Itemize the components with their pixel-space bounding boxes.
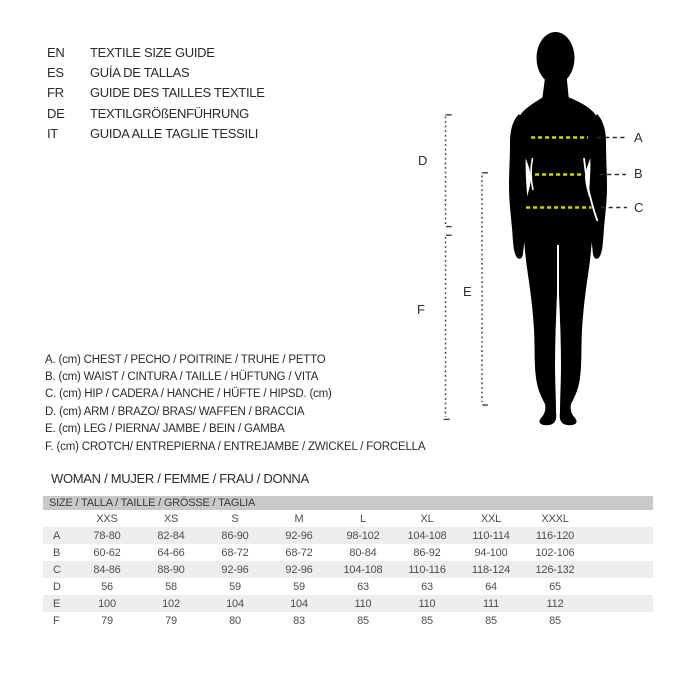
language-code: ES: [47, 64, 64, 80]
size-value-cell: 64-66: [157, 546, 185, 559]
size-value-cell: 94-100: [474, 546, 508, 559]
table-row: [43, 612, 653, 629]
size-value-cell: 92-96: [285, 529, 313, 542]
title-block: [47, 42, 265, 143]
size-value-cell: 118-124: [471, 563, 511, 576]
title-row: [47, 103, 265, 123]
table-row: [43, 527, 653, 544]
size-value-cell: 85: [357, 614, 369, 627]
size-value-cell: 111: [482, 597, 500, 610]
measure-label-arm: D: [418, 153, 428, 168]
title-text: TEXTILE SIZE GUIDE: [90, 44, 215, 60]
title-text: GUIDA ALLE TAGLIE TESSILI: [90, 125, 259, 141]
measurement-legend: [45, 351, 425, 455]
measure-label-crotch: F: [417, 302, 425, 317]
size-value-cell: 126-132: [535, 563, 575, 576]
measure-label-waist: B: [634, 166, 643, 181]
size-value-cell: 116-120: [535, 529, 575, 542]
size-value-cell: 58: [165, 580, 177, 593]
title-row: [47, 62, 265, 82]
size-value-cell: 64: [485, 580, 497, 593]
legend-item: B. (cm) WAIST / CINTURA / TAILLE / HÜFTUNG / VITA: [45, 371, 319, 384]
legend-item: C. (cm) HIP / CADERA / HANCHE / HÜFTE / HIPSD. (cm): [45, 388, 332, 401]
size-value-cell: 86-90: [221, 529, 249, 542]
measure-label-chest: A: [634, 130, 643, 145]
size-value-cell: 104-108: [343, 563, 383, 576]
size-value-cell: 110-116: [408, 563, 446, 576]
size-value-cell: 56: [101, 580, 113, 593]
size-table: [43, 496, 653, 629]
woman-silhouette: [509, 32, 607, 425]
size-value-cell: 68-72: [221, 546, 249, 559]
woman-silhouette-figure: [405, 25, 660, 430]
size-value-cell: 110: [354, 597, 372, 610]
size-value-cell: 98-102: [346, 529, 380, 542]
language-code: FR: [47, 85, 64, 101]
row-label: B: [53, 546, 61, 559]
size-value-cell: 86-92: [413, 546, 441, 559]
title-text: TEXTILGRÖßENFÜHRUNG: [90, 105, 249, 121]
size-value-cell: 68-72: [285, 546, 313, 559]
table-row: [43, 544, 653, 561]
title-row: [47, 42, 265, 62]
size-value-cell: 104: [226, 597, 244, 610]
size-column-header: XS: [163, 512, 179, 525]
row-label: C: [53, 563, 61, 576]
gender-line: WOMAN / MUJER / FEMME / FRAU / DONNA: [51, 471, 309, 486]
size-value-cell: 59: [229, 580, 241, 593]
size-value-cell: 88-90: [157, 563, 185, 576]
size-value-cell: 59: [293, 580, 305, 593]
size-value-cell: 110: [418, 597, 436, 610]
measure-label-hip: C: [634, 200, 644, 215]
row-label: E: [53, 597, 61, 610]
size-column-headers: [43, 510, 653, 527]
size-table-header: SIZE / TALLA / TAILLE / GRÖSSE / TAGLIA: [43, 496, 653, 510]
size-value-cell: 82-84: [157, 529, 185, 542]
size-value-cell: 85: [485, 614, 497, 627]
legend-item: D. (cm) ARM / BRAZO/ BRAS/ WAFFEN / BRACCIA: [45, 405, 305, 418]
size-column-header: XXS: [96, 512, 118, 525]
size-value-cell: 102: [162, 597, 180, 610]
size-table-body: [43, 527, 653, 629]
row-label: D: [53, 580, 61, 593]
title-text: GUÍA DE TALLAS: [90, 64, 190, 80]
size-value-cell: 78-80: [93, 529, 121, 542]
size-value-cell: 79: [165, 614, 177, 627]
size-value-cell: 80: [229, 614, 241, 627]
size-value-cell: 112: [546, 597, 564, 610]
size-value-cell: 104: [290, 597, 308, 610]
size-value-cell: 110-114: [472, 529, 510, 542]
size-value-cell: 85: [549, 614, 561, 627]
legend-item: A. (cm) CHEST / PECHO / POITRINE / TRUHE / PETTO: [45, 353, 326, 366]
size-value-cell: 65: [549, 580, 561, 593]
title-text: GUIDE DES TAILLES TEXTILE: [90, 85, 265, 101]
row-label: A: [53, 529, 61, 542]
size-column-header: XXL: [480, 512, 502, 525]
size-value-cell: 102-106: [535, 546, 575, 559]
legend-item: E. (cm) LEG / PIERNA/ JAMBE / BEIN / GAMBA: [45, 423, 285, 436]
size-value-cell: 63: [421, 580, 433, 593]
size-value-cell: 79: [101, 614, 113, 627]
size-value-cell: 83: [293, 614, 305, 627]
title-row: [47, 83, 265, 103]
legend-item: F. (cm) CROTCH/ ENTREPIERNA / ENTREJAMBE / ZWICKEL / FORCELLA: [45, 440, 426, 453]
size-value-cell: 80-84: [349, 546, 377, 559]
size-value-cell: 92-96: [221, 563, 249, 576]
size-value-cell: 92-96: [285, 563, 313, 576]
size-value-cell: 63: [357, 580, 369, 593]
size-column-header: L: [360, 512, 366, 525]
language-code: EN: [47, 44, 65, 60]
language-code: IT: [47, 125, 58, 141]
vertical-measure-lines: [446, 117, 483, 418]
size-column-header: M: [294, 512, 304, 525]
table-row: [43, 561, 653, 578]
table-row: [43, 595, 653, 612]
size-value-cell: 85: [421, 614, 433, 627]
size-value-cell: 60-62: [93, 546, 121, 559]
language-code: DE: [47, 105, 65, 121]
size-column-header: XXXL: [541, 512, 569, 525]
title-row: [47, 123, 265, 143]
size-value-cell: 84-86: [93, 563, 121, 576]
size-column-header: S: [231, 512, 239, 525]
size-value-cell: 104-108: [407, 529, 447, 542]
row-label: F: [53, 614, 60, 627]
size-value-cell: 100: [98, 597, 116, 610]
table-row: [43, 578, 653, 595]
measure-label-leg: E: [463, 284, 472, 299]
size-column-header: XL: [420, 512, 434, 525]
